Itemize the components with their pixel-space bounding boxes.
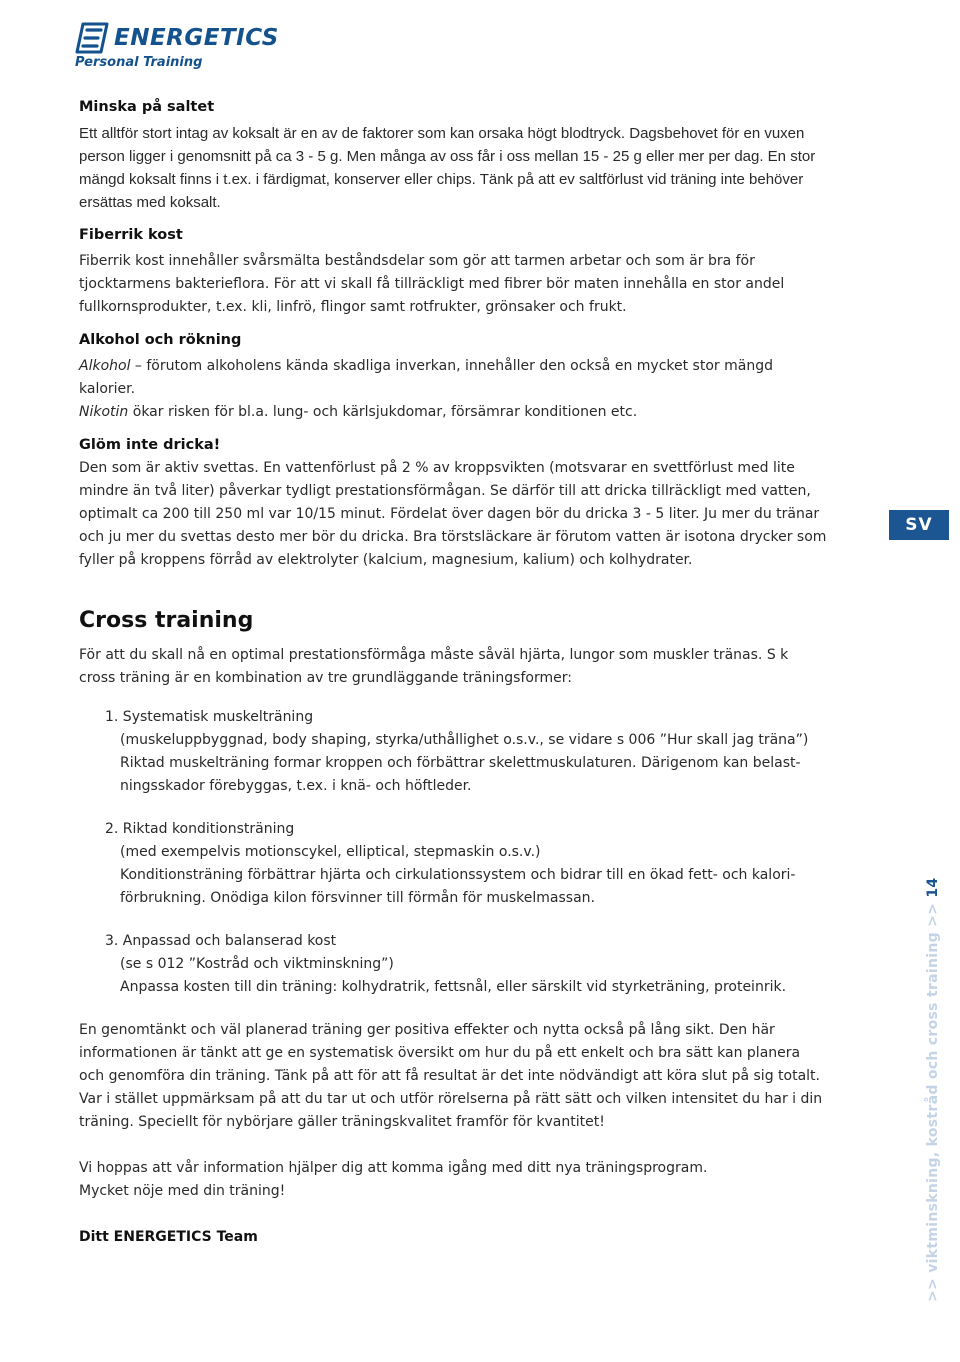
brand-tagline: Personal Training <box>75 55 203 70</box>
cross-training-intro: För att du skall nå en optimal prestationsförmåga måste såväl hjärta, lungor som muskler tränas. S k cross träning är en kombination av tre grundläggande träningsformer: <box>79 647 789 686</box>
section-title-alcohol: Alkohol och rökning <box>79 332 242 348</box>
list-item-title: 3. Anpassad och balanserad kost <box>105 933 337 949</box>
signature: Ditt ENERGETICS Team <box>79 1229 258 1245</box>
side-breadcrumb <box>924 878 942 1302</box>
list-item-note: (med exempelvis motionscykel, elliptical, stepmaskin o.s.v.) <box>120 844 541 860</box>
alcohol-text: – förutom alkoholens kända skadliga inverkan, innehåller den också en mycket stor mängd kalorier. <box>79 358 773 397</box>
hope-line: Vi hoppas att vår information hjälper dig att komma igång med ditt nya träningsprogram. <box>79 1160 708 1176</box>
list-item-text: Konditionsträning förbättrar hjärta och cirkulationssystem och bidrar till en ökad fett- och kalori- förbrukning. Onödiga kilon försvinner till förmån för muskelmassan. <box>120 867 796 906</box>
section-drink <box>79 434 829 572</box>
list-item-title: 1. Systematisk muskelträning <box>105 709 314 725</box>
section-text-salt: Ett alltför stort intag av koksalt är en av de faktorer som kan orsaka högt blodtryck. Dagsbehovet för en vuxen person ligger i genomsnitt på ca 3 - 5 g. Men många av oss får i oss mellan 15 - 25 g eller mer per dag. En stor mängd koksalt finns i t.ex. i färdigmat, konserver eller chips. Tänk på att ev saltförlust vid träning inte behöver ersättas med koksalt. <box>79 125 816 211</box>
brand-logo <box>74 20 304 74</box>
section-title-fiber: Fiberrik kost <box>79 227 183 243</box>
section-salt <box>79 96 829 214</box>
language-badge: SV <box>889 510 949 540</box>
cross-training-heading: Cross training <box>79 608 254 633</box>
section-text-fiber: Fiberrik kost innehåller svårsmälta beståndsdelar som gör att tarmen arbetar och som är bra för tjocktarmens bakterieflora. För att vi skall få tillräckligt med fibrer bör maten innehålla en stor andel fullkornsprodukter, t.ex. kli, linfrö, flingor samt rotfrukter, grönsaker och frukt. <box>79 253 785 315</box>
list-item-text: Anpassa kosten till din träning: kolhydratrik, fettsnål, eller särskilt vid styrketräning, proteinrik. <box>120 979 787 995</box>
closing-paragraph: En genomtänkt och väl planerad träning ger positiva effekter och nytta också på lång sikt. Den här informationen är tänkt att ge en systematisk översikt om hur du på ett enkelt och bra sätt kan planera och genomföra din träning. Tänk på att för att få resultat är det inte nödvändigt att köra slut på sig totalt. Var i stället uppmärksam på att du tar ut och utför rörelserna på rätt sätt och vilken intensitet du har i din träning. Speciellt för nybörjare gäller träningskvalitet framför för kvantitet! <box>79 1022 823 1130</box>
page-number: 14 <box>925 877 941 898</box>
nicotine-text: ökar risken för bl.a. lung- och kärlsjukdomar, försämrar konditionen etc. <box>128 404 638 420</box>
training-forms-list <box>105 706 829 999</box>
list-item <box>105 706 829 798</box>
list-item <box>105 818 829 910</box>
list-item-note: (se s 012 ”Kostråd och viktminskning”) <box>120 956 394 972</box>
list-item-title: 2. Riktad konditionsträning <box>105 821 295 837</box>
enjoy-line: Mycket nöje med din träning! <box>79 1183 286 1199</box>
alcohol-term: Alkohol <box>79 358 131 374</box>
nicotine-term: Nikotin <box>79 404 129 420</box>
section-text-drink: Den som är aktiv svettas. En vattenförlust på 2 % av kroppsvikten (motsvarar en svettförlust med lite mindre än två liter) påverkar tydligt prestationsförmågan. Se därför till att dricka tillräckligt med vatten, optimalt ca 200 till 250 ml var 10/15 minut. Fördelat över dagen bör du dricka 3 - 5 liter. Ju mer du tränar och ju mer du svettas desto mer bör du dricka. Bra törstsläckare är förutom vatten är isotona drycker som fyller på kroppens förråd av elektrolyter (kalcium, magnesium, kalium) och kolhydrater. <box>79 460 827 568</box>
section-title-salt: Minska på saltet <box>79 99 215 115</box>
alcohol-paragraph <box>79 355 829 401</box>
page-content <box>79 96 829 1249</box>
section-title-drink: Glöm inte dricka! <box>79 437 221 453</box>
brand-name: ENERGETICS <box>114 25 279 51</box>
side-breadcrumb-text: >> viktminskning, kostråd och cross training >> <box>925 897 941 1302</box>
section-alcohol <box>79 329 829 424</box>
energetics-logo-icon <box>74 22 110 54</box>
list-item-text: Riktad muskelträning formar kroppen och förbättrar skelettmuskulaturen. Därigenom kan belast- ningsskador förebyggas, t.ex. i knä- och höftleder. <box>120 755 801 794</box>
nicotine-paragraph <box>79 401 829 424</box>
list-item <box>105 930 829 999</box>
section-fiber <box>79 224 829 319</box>
list-item-note: (muskeluppbyggnad, body shaping, styrka/uthållighet o.s.v., se vidare s 006 ”Hur skall jag träna”) <box>120 732 809 748</box>
